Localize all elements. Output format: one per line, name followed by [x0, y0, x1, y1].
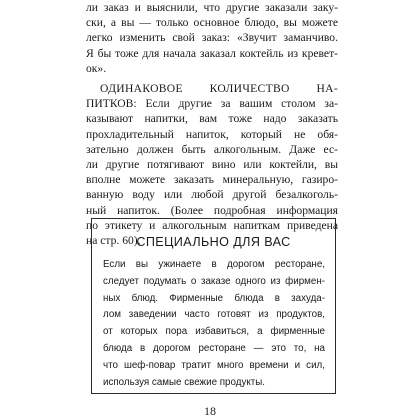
box-text-line: следует подумать о заказе одного из фирмен-: [103, 275, 325, 287]
box-title: СПЕЦИАЛЬНО ДЛЯ ВАС: [136, 235, 291, 249]
text-line: ОДИНАКОВОЕ КОЛИЧЕСТВО НА-: [100, 82, 338, 96]
text-line: прохладительный напиток, который не обя-: [86, 127, 338, 141]
text-line: ПИТКОВ: Если другие за вашим столом за-: [86, 97, 338, 111]
text-line: ли другие потягивают вино или коктейли, вы: [86, 158, 338, 172]
box-text-line: используя самые свежие продукты.: [103, 376, 265, 388]
paragraph-order-change: [86, 0, 338, 76]
text-line: казывают напитки, вам тоже надо заказать: [86, 112, 338, 126]
text-line: Я бы тоже для начала заказал коктейль из кревет-: [86, 46, 338, 60]
text-line: ски, а вы — только основное блюдо, вы можете: [86, 16, 338, 30]
box-text-line: лом заведении часто готовят из продуктов,: [103, 309, 325, 321]
main-text-column: [86, 0, 338, 248]
text-line: ванную воду или любой другой безалкоголь-: [86, 188, 338, 202]
text-line: легко изменить свой заказ: «Звучит заманчиво.: [86, 31, 338, 45]
page-number: 18: [204, 404, 216, 418]
text-line: по этикету и алкогольным напиткам приведена: [86, 218, 338, 232]
text-line: ный напиток. (Более подробная информация: [86, 203, 338, 217]
text-line: ок».: [86, 61, 107, 75]
box-text-line: ных блюд. Фирменные блюда в захуда-: [103, 292, 325, 304]
box-text-line: что шеф-повар тратит много времени и сил,: [103, 359, 325, 371]
box-text-line: Если вы ужинаете в дорогом ресторане,: [103, 259, 325, 270]
text-line: на стр. 60).: [86, 234, 141, 248]
text-line: зательно должен быть алкогольным. Даже ес-: [86, 142, 338, 156]
box-text-line: блюда в дорогом ресторане — это то, на: [103, 342, 325, 354]
box-body: [103, 257, 325, 391]
special-for-you-box: [91, 218, 336, 394]
text-line: вполне можете заказать минеральную, газиро-: [86, 173, 338, 187]
text-line: ли заказ и выяснили, что другие заказали заку-: [86, 1, 338, 14]
box-text-line: от которых пора избавиться, а фирменные: [103, 326, 325, 338]
